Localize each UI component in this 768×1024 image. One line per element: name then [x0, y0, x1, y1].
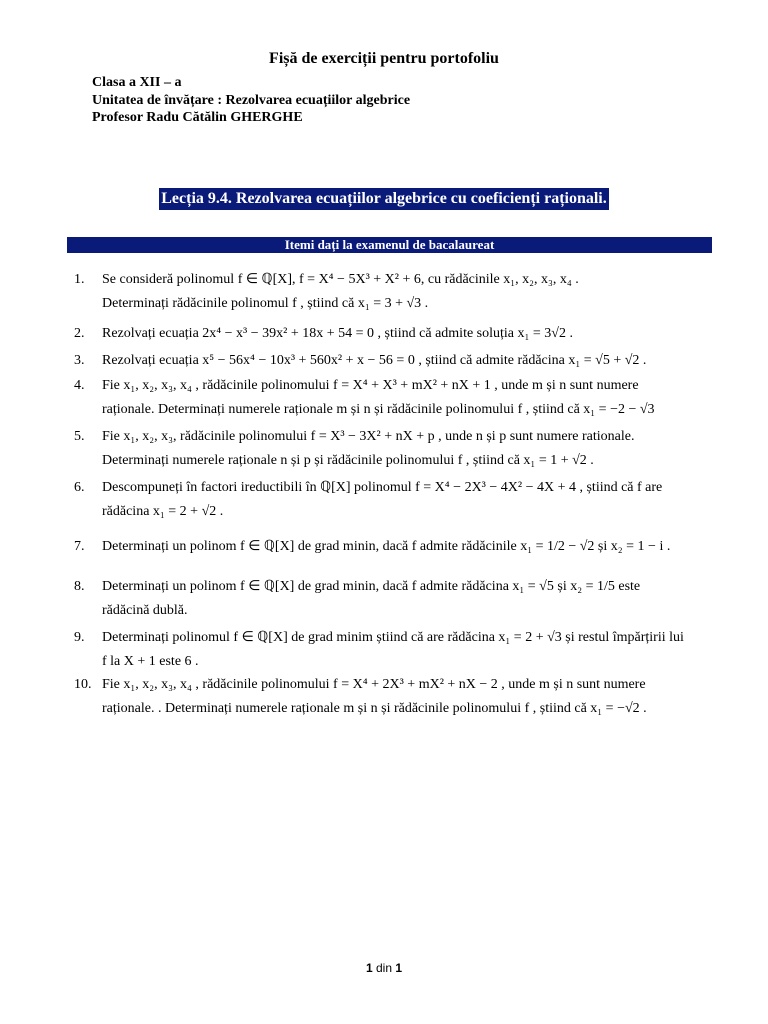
exercise-text-line: rădăcina x₁ = 2 + √2 .	[102, 504, 224, 519]
exercise-number: 3.	[74, 353, 85, 368]
page-number: 1	[365, 961, 373, 975]
teacher-line: Profesor Radu Cătălin GHERGHE	[92, 110, 303, 125]
exercise-text-line: Fie x₁, x₂, x₃, x₄ , rădăcinile polinomului f = X⁴ + X³ + mX² + nX + 1 , unde m și n sunt numere	[102, 378, 639, 393]
exercise-number: 7.	[74, 539, 85, 554]
exercise-text-line: Determinați numerele raționale n și p și rădăcinile polinomului f , știind că x₁ = 1 + √2 .	[102, 453, 594, 468]
exercise-number: 6.	[74, 480, 85, 495]
exercise-text-line: Determinați un polinom f ∈ ℚ[X] de grad minin, dacă f admite rădăcina x₁ = √5 și x₂ = 1/5 este	[102, 579, 641, 594]
page-total: 1	[395, 961, 403, 975]
lesson-title-wrap	[0, 188, 768, 210]
exercise-number: 10.	[74, 677, 92, 692]
exercise-number: 9.	[74, 630, 85, 645]
exercise-text-line: rădăcină dublă.	[102, 603, 188, 618]
exercise-number: 2.	[74, 326, 85, 341]
section-bar: Itemi dați la examenul de bacalaureat	[67, 237, 712, 253]
exercise-number: 4.	[74, 378, 85, 393]
exercise-number: 1.	[74, 272, 85, 287]
lesson-title: Lecția 9.4. Rezolvarea ecuațiilor algebrice cu coeficienți raționali.	[159, 188, 609, 210]
exercise-text-line: Fie x₁, x₂, x₃, x₄ , rădăcinile polinomului f = X⁴ + 2X³ + mX² + nX − 2 , unde m și n sunt numere	[102, 677, 646, 692]
header-meta	[92, 74, 410, 127]
exercise-text-line: Determinați rădăcinile polinomul f , știind că x₁ = 3 + √3 .	[102, 296, 429, 311]
page-footer	[0, 961, 768, 975]
class-line: Clasa a XII – a	[92, 75, 182, 90]
exercise-text-line: Descompuneți în factori ireductibili în ℚ[X] polinomul f = X⁴ − 2X³ − 4X² − 4X + 4 , știind că f are	[102, 480, 663, 495]
unit-line: Unitatea de învățare : Rezolvarea ecuațiilor algebrice	[92, 92, 411, 108]
exercise-text-line: Fie x₁, x₂, x₃, rădăcinile polinomului f = X³ − 3X² + nX + p , unde n și p sunt numere rationale.	[102, 429, 635, 444]
exercise-text-line: Rezolvați ecuația x⁵ − 56x⁴ − 10x³ + 560x² + x − 56 = 0 , știind că admite rădăcina x₁ = √5 + √2 .	[102, 353, 647, 368]
page-separator: din	[372, 961, 396, 975]
exercise-text-line: raționale. . Determinați numerele raționale m și n și rădăcinile polinomului f , știind că x₁ = −√2 .	[102, 701, 647, 716]
exercise-text-line: Rezolvați ecuația 2x⁴ − x³ − 39x² + 18x + 54 = 0 , știind că admite soluția x₁ = 3√2 .	[102, 326, 573, 341]
exercise-text-line: Determinați polinomul f ∈ ℚ[X] de grad minim știind că are rădăcina x₁ = 2 + √3 și restul împărțirii lui	[102, 630, 684, 645]
exercise-text-line: Determinați un polinom f ∈ ℚ[X] de grad minin, dacă f admite rădăcinile x₁ = 1/2 − √2 și x₂ = 1 − i .	[102, 539, 671, 554]
exercise-text-line: f la X + 1 este 6 .	[102, 654, 199, 669]
exercise-text-line: Se consideră polinomul f ∈ ℚ[X], f = X⁴ − 5X³ + X² + 6, cu rădăcinile x₁, x₂, x₃, x₄ .	[102, 272, 579, 287]
exercise-text-line: raționale. Determinați numerele raționale m și n și rădăcinile polinomului f , știind că x₁ = −2 − √3	[102, 402, 655, 417]
exercise-number: 8.	[74, 579, 85, 594]
exercise-number: 5.	[74, 429, 85, 444]
page-title: Fișă de exerciții pentru portofoliu	[269, 50, 499, 67]
